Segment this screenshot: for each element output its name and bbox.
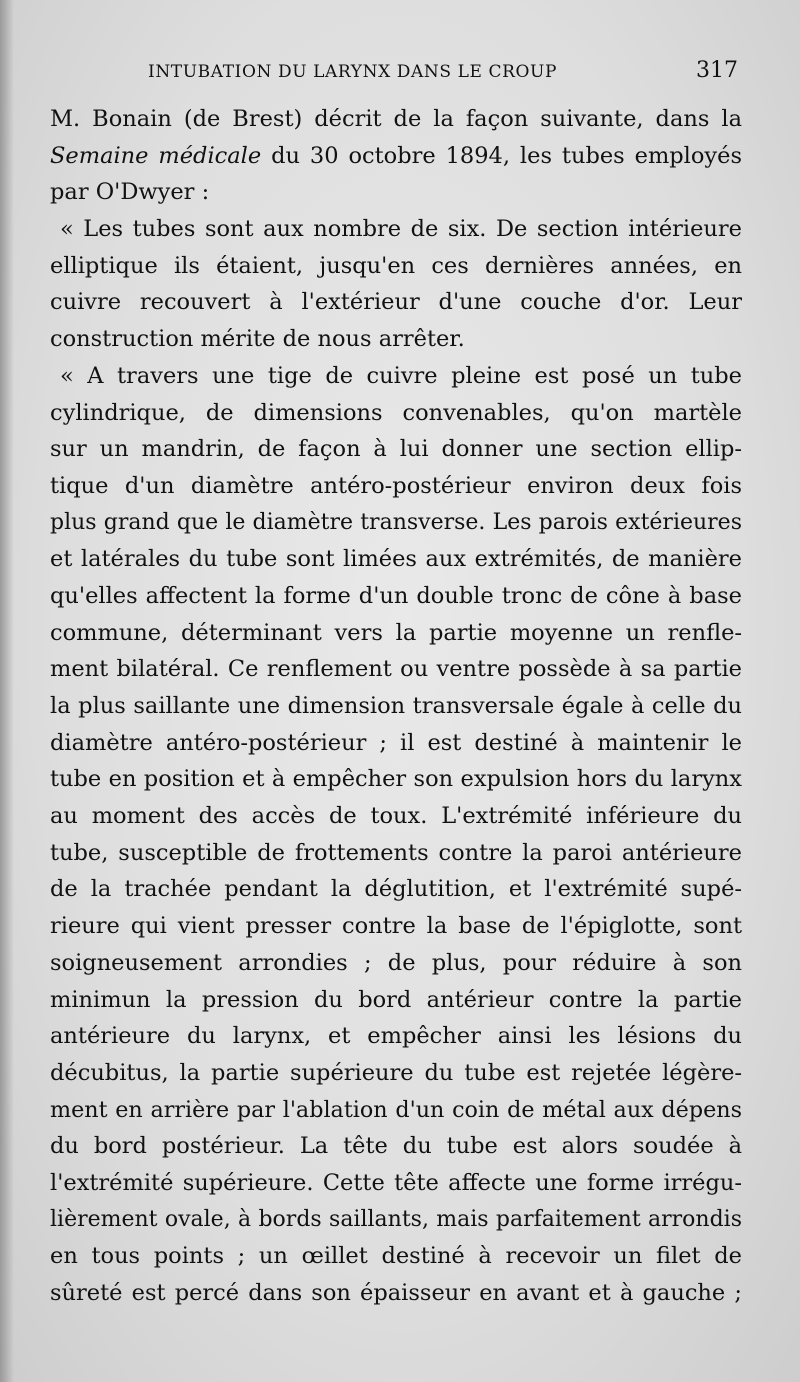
text-line: du bord postérieur. La tête du tube est alors soudée à [50,1133,742,1160]
text-line: elliptique ils étaient, jusqu'en ces dernières années, en [50,252,742,279]
page-header [148,58,738,90]
text-line: sur un mandrin, de façon à lui donner une section ellip- [50,436,742,463]
text-line: tique d'un diamètre antéro-postérieur environ deux fois [50,472,742,499]
text-line: construction mérite de nous arrêter. [50,326,465,353]
page-gutter-shadow [0,0,14,1382]
body-text [50,101,742,1312]
text-line: soigneusement arrondies ; de plus, pour réduire à son [50,949,742,976]
text-line: et latérales du tube sont limées aux extrémités, de manière [50,546,742,573]
text-line: cylindrique, de dimensions convenables, qu'on martèle [50,399,742,426]
text-line: ment en arrière par l'ablation d'un coin de métal aux dépens [50,1096,742,1123]
text-line: plus grand que le diamètre transverse. Les parois extérieures [50,509,742,535]
text-line: au moment des accès de toux. L'extrémité inférieure du [50,803,742,830]
text-line: « A travers une tige de cuivre pleine est posé un tube [60,362,742,389]
text-line: tube, susceptible de frottements contre la paroi antérieure [50,839,742,866]
text-line: de la trachée pendant la déglutition, et l'extrémité supé- [50,876,742,903]
text-line: cuivre recouvert à l'extérieur d'une couche d'or. Leur [50,289,742,316]
text-line: en tous points ; un œillet destiné à recevoir un filet de [50,1243,742,1270]
text-line: minimun la pression du bord antérieur contre la partie [50,986,742,1013]
text-line: commune, déterminant vers la partie moyenne un renfle- [50,619,742,646]
text-line: ment bilatéral. Ce renflement ou ventre possède à sa partie [50,656,742,683]
text-line: lièrement ovale, à bords saillants, mais parfaitement arrondis [50,1206,742,1232]
text-line: décubitus, la partie supérieure du tube est rejetée légère- [50,1059,742,1086]
text-line: la plus saillante une dimension transversale égale à celle du [50,693,742,719]
running-title: INTUBATION DU LARYNX DANS LE CROUP [148,62,558,82]
text-line: l'extrémité supérieure. Cette tête affecte une forme irrégu- [50,1169,742,1196]
text-line: qu'elles affectent la forme d'un double tronc de cône à base [50,582,742,609]
text-line: antérieure du larynx, et empêcher ainsi les lésions du [50,1023,742,1050]
text-line: Semaine médicale du 30 octobre 1894, les tubes employés [50,142,742,169]
journal-title: Semaine médicale [50,142,262,169]
text-line: tube en position et à empêcher son expulsion hors du larynx [50,766,742,793]
page-number: 317 [696,58,738,83]
text-line: par O'Dwyer : [50,179,210,206]
text-line: « Les tubes sont aux nombre de six. De section intérieure [60,216,742,243]
text-line: sûreté est percé dans son épaisseur en avant et à gauche ; [50,1280,742,1306]
text-line: rieure qui vient presser contre la base de l'épiglotte, sont [50,913,742,940]
text-line: diamètre antéro-postérieur ; il est destiné à maintenir le [50,729,742,756]
text-line: M. Bonain (de Brest) décrit de la façon suivante, dans la [50,106,742,132]
